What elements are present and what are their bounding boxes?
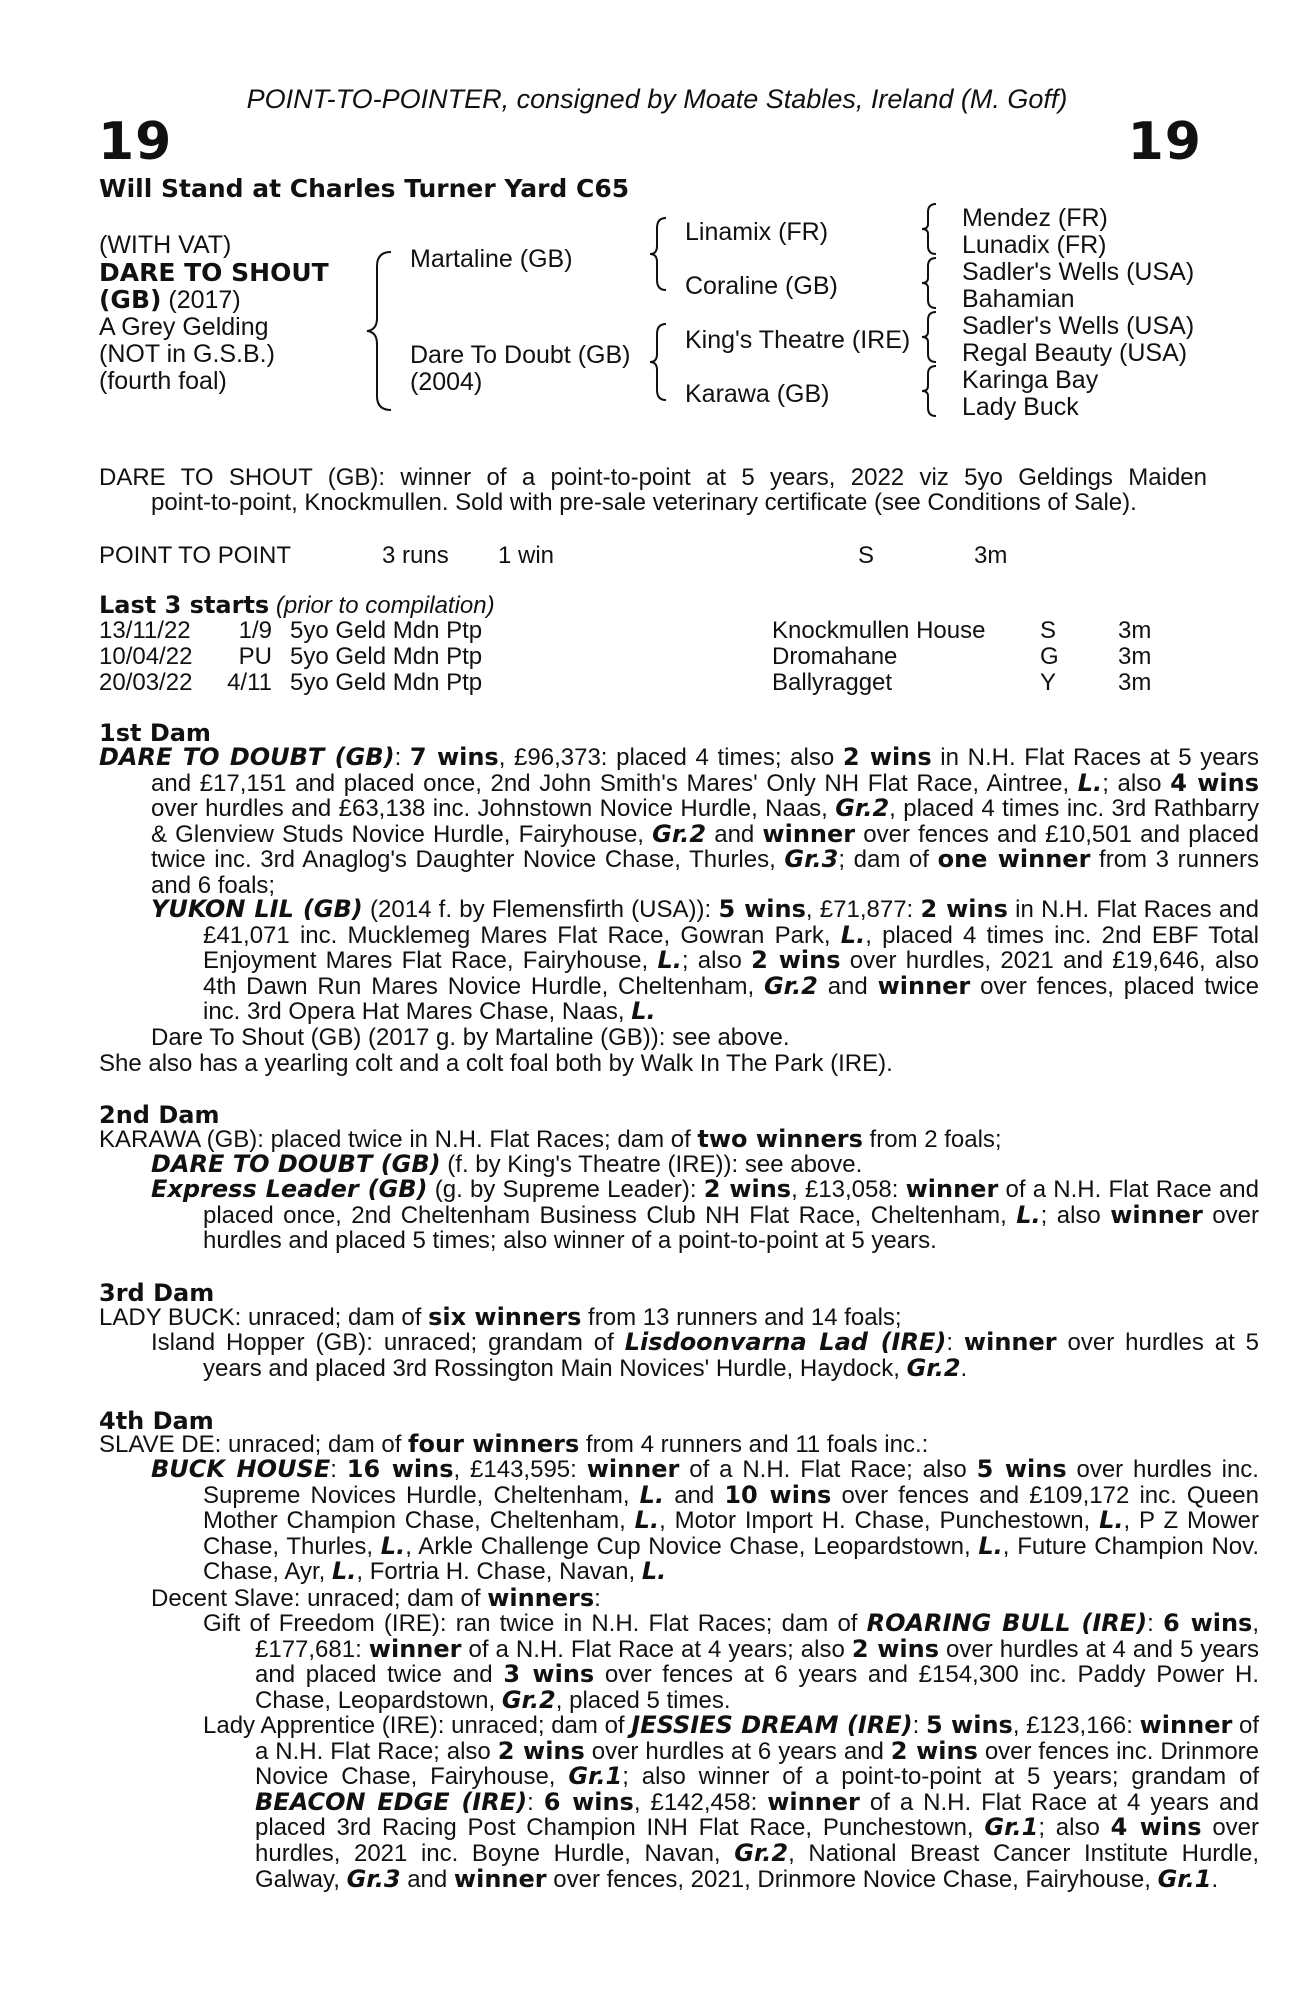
start-distance: 3m <box>1118 617 1152 644</box>
dam2-progeny-express-leader: Express Leader (GB) (g. by Supreme Leader): 2 wins, £13,058: winner of a N.H. Flat Race and placed once, 2nd Cheltenham Business Club NH Flat Race, Cheltenham, L.; also winner over hurdles and placed 5 times; also winner of a point-to-point at 5 years. <box>151 1175 1260 1255</box>
start-date: 10/04/22 <box>99 643 193 670</box>
ped-dsd: Regal Beauty (USA) <box>962 339 1188 367</box>
dam-sire: King's Theatre (IRE) <box>685 326 911 354</box>
brace-dd <box>920 364 940 418</box>
start-position: 1/9 <box>238 617 272 644</box>
start-race: 5yo Geld Mdn Ptp <box>290 669 483 696</box>
start-position: 4/11 <box>227 669 272 696</box>
vat-label: (WITH VAT) <box>99 231 232 259</box>
start-going: G <box>1040 643 1059 670</box>
sire-sire: Linamix (FR) <box>685 218 829 246</box>
ptp-going: S <box>858 542 875 569</box>
ptp-wins: 1 win <box>498 542 555 569</box>
dam4-lady-apprentice: Lady Apprentice (IRE): unraced; dam of JESSIES DREAM (IRE): 5 wins, £123,166: winner of a N.H. Flat Race; also 2 wins over hurdles at 6 years and 2 wins over fences inc. Drinmore Novice Chase, Fairyhouse, Gr.1; also winner of a point-to-point at 5 years; grandam of BEACON EDGE (IRE): 6 wins, £142,458: winner of a N.H. Flat Race at 4 years and placed 3rd Racing Post Champion INH Flat Race, Punchestown, Gr.1; also 4 wins over hurdles, 2021 inc. Boyne Hurdle, Navan, Gr.2, National Breast Cancer Institute Hurdle, Galway, Gr.3 and winner over fences, 2021, Drinmore Novice Chase, Fairyhouse, Gr.1. <box>203 1711 1260 1893</box>
ptp-runs: 3 runs <box>382 542 449 569</box>
ptp-distance: 3m <box>974 542 1008 569</box>
dam1-note: She also has a yearling colt and a colt foal both by Walk In The Park (IRE). <box>99 1050 893 1077</box>
progeny-name: YUKON LIL (GB) <box>151 895 363 923</box>
start-race: 5yo Geld Mdn Ptp <box>290 617 483 644</box>
start-course: Ballyragget <box>772 669 893 696</box>
dam2-entry: KARAWA (GB): placed twice in N.H. Flat Races; dam of two winners from 2 foals; <box>99 1125 1002 1153</box>
dam3-progeny-island-hopper: Island Hopper (GB): unraced; grandam of Lisdoonvarna Lad (IRE): winner over hurdles at 5 years and placed 3rd Rossington Main Novices' Hurdle, Haydock, Gr.2. <box>151 1328 1260 1382</box>
horse-description: A Grey Gelding <box>99 313 269 341</box>
summary-line-2: point-to-point, Knockmullen. Sold with pre-sale veterinary certificate (see Conditions of Sale). <box>151 489 1137 516</box>
stand-location: Will Stand at Charles Turner Yard C65 <box>99 174 630 203</box>
ped-ddd: Lady Buck <box>962 393 1079 421</box>
sire-dam: Coraline (GB) <box>685 272 838 300</box>
ped-sds: Sadler's Wells (USA) <box>962 258 1195 286</box>
dam3-heading: 3rd Dam <box>99 1279 215 1307</box>
horse-country: (GB) <box>99 285 162 314</box>
start-going: Y <box>1040 669 1057 696</box>
starts-heading <box>99 591 495 620</box>
dam4-heading: 4th Dam <box>99 1407 214 1435</box>
lot-number-left: 19 <box>98 112 173 172</box>
start-course: Dromahane <box>772 643 898 670</box>
dam1-progeny-dare-to-shout: Dare To Shout (GB) (2017 g. by Martaline (GB)): see above. <box>151 1024 790 1051</box>
brace-ds <box>920 310 940 364</box>
start-date: 13/11/22 <box>99 617 191 644</box>
dam-year: (2004) <box>410 368 483 396</box>
dam3-entry: LADY BUCK: unraced; dam of six winners from 13 runners and 14 foals; <box>99 1303 902 1331</box>
horse-block <box>99 232 329 395</box>
sire: Martaline (GB) <box>410 245 573 273</box>
gsb-note: (NOT in G.S.B.) <box>99 340 275 368</box>
summary-line-1: DARE TO SHOUT (GB): winner of a point-to-point at 5 years, 2022 viz 5yo Geldings Maiden <box>99 464 1207 491</box>
progeny-name: BUCK HOUSE <box>151 1455 331 1483</box>
start-position: PU <box>238 643 272 670</box>
brace-ss <box>920 202 940 256</box>
dam4-progeny-buck-house: BUCK HOUSE: 16 wins, £143,595: winner of a N.H. Flat Race; also 5 wins over hurdles inc. Supreme Novices Hurdle, Cheltenham, L. and 10 wins over fences and £109,172 inc. Queen Mother Champion Chase, Cheltenham, L., Motor Import H. Chase, Punchestown, L., P Z Mower Chase, Thurles, L., Arkle Challenge Cup Novice Chase, Leopardstown, L., Future Champion Nov. Chase, Ayr, L., Fortria H. Chase, Navan, L. <box>151 1455 1260 1586</box>
ped-sdd: Bahamian <box>962 285 1075 313</box>
dam4-entry: SLAVE DE: unraced; dam of four winners from 4 runners and 11 foals inc.: <box>99 1430 929 1458</box>
start-course: Knockmullen House <box>772 617 986 644</box>
ped-ssd: Lunadix (FR) <box>962 231 1107 259</box>
pedigree-brace-dam <box>648 322 670 402</box>
progeny-name: Express Leader (GB) <box>151 1175 428 1203</box>
dam2-heading: 2nd Dam <box>99 1101 220 1129</box>
pedigree-brace-sire <box>648 216 670 292</box>
start-distance: 3m <box>1118 669 1152 696</box>
dam1-progeny-yukon-lil: YUKON LIL (GB) (2014 f. by Flemensfirth (USA)): 5 wins, £71,877: 2 wins in N.H. Flat Races and £41,071 inc. Mucklemeg Mares Flat Race, Gowran Park, L., placed 4 times inc. 2nd EBF Total Enjoyment Mares Flat Race, Fairyhouse, L.; also 2 wins over hurdles, 2021 and £19,646, also 4th Dawn Run Mares Novice Hurdle, Cheltenham, Gr.2 and winner over fences, placed twice inc. 3rd Opera Hat Mares Chase, Naas, L. <box>151 895 1260 1026</box>
brace-sd <box>920 256 940 310</box>
dam1-entry: DARE TO DOUBT (GB): 7 wins, £96,373: placed 4 times; also 2 wins in N.H. Flat Races at 5 years and £17,151 and placed once, 2nd John Smith's Mares' Only NH Flat Race, Aintree, L.; also 4 wins over hurdles and £63,138 inc. Johnstown Novice Hurdle, Naas, Gr.2, placed 4 times inc. 3rd Rathbarry & Glenview Studs Novice Hurdle, Fairyhouse, Gr.2 and winner over fences and £10,501 and placed twice inc. 3rd Anaglog's Daughter Novice Chase, Thurles, Gr.3; dam of one winner from 3 runners and 6 foals; <box>99 743 1260 899</box>
start-distance: 3m <box>1118 643 1152 670</box>
starts-note: (prior to compilation) <box>275 592 495 619</box>
ped-dss: Sadler's Wells (USA) <box>962 312 1195 340</box>
start-going: S <box>1040 617 1057 644</box>
ped-sss: Mendez (FR) <box>962 204 1108 232</box>
lot-number-right: 19 <box>1127 112 1202 172</box>
dam1-name: DARE TO DOUBT (GB) <box>99 743 395 771</box>
dam4-gift-of-freedom: Gift of Freedom (IRE): ran twice in N.H. Flat Races; dam of ROARING BULL (IRE): 6 wins, £177,681: winner of a N.H. Flat Race at 4 years; also 2 wins over hurdles at 4 and 5 years and placed twice and 3 wins over fences at 6 years and £154,300 inc. Paddy Power H. Chase, Leopardstown, Gr.2, placed 5 times. <box>203 1609 1260 1714</box>
start-race: 5yo Geld Mdn Ptp <box>290 643 483 670</box>
dam: Dare To Doubt (GB) <box>410 341 631 369</box>
dam-dam: Karawa (GB) <box>685 380 830 408</box>
consignment-line: POINT-TO-POINTER, consigned by Moate Stables, Ireland (M. Goff) <box>246 84 1068 114</box>
dam1-heading: 1st Dam <box>99 719 211 747</box>
dam2-progeny-dare-to-doubt: DARE TO DOUBT (GB) (f. by King's Theatre (IRE)): see above. <box>151 1150 863 1178</box>
start-date: 20/03/22 <box>99 669 193 696</box>
dam4-decent-slave: Decent Slave: unraced; dam of winners: <box>151 1584 601 1612</box>
ped-dds: Karinga Bay <box>962 366 1099 394</box>
ptp-label: POINT TO POINT <box>99 542 292 569</box>
foal-note: (fourth foal) <box>99 367 227 395</box>
horse-year: (2017) <box>168 286 241 314</box>
pedigree-brace-main <box>365 250 395 412</box>
starts-title: Last 3 starts <box>99 591 270 619</box>
horse-name: DARE TO SHOUT <box>99 258 329 287</box>
